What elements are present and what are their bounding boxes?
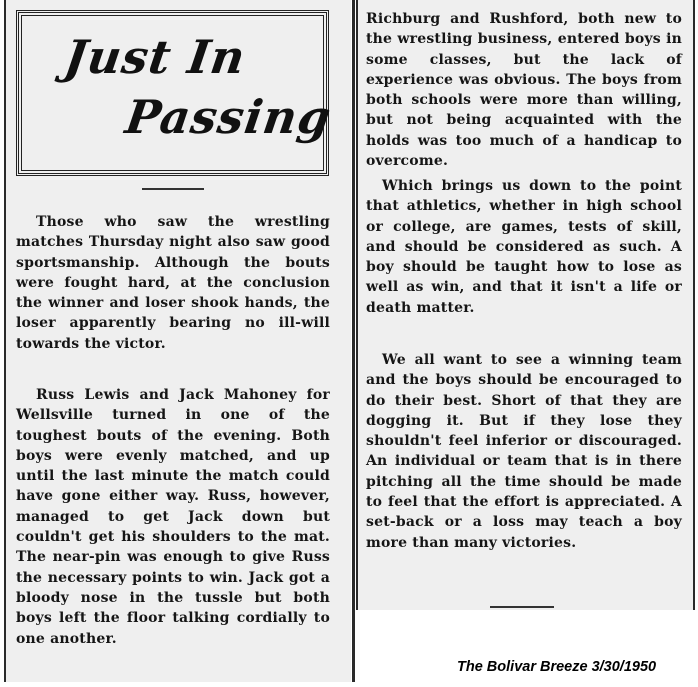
article-paragraph: Russ Lewis and Jack Mahoney for Wellsville turned in one of the toughest bouts of the evening. Both boys were evenly matched, and up until the last minute the match could have gone either way. Russ, however, managed to get Jack down but couldn't get his shoulders to the mat. The near-pin was enough to give Russ the necessary points to win. Jack got a bloody nose in the tussle but both boys left the floor talking cordially to one another. — [16, 387, 330, 647]
article-paragraph: Those who saw the wrestling matches Thursday night also saw good sportsmanship. Although the bouts were fought hard, at the conclusion the winner and loser shook hands, the loser apparently bearing no ill-will towards the victor. — [16, 214, 330, 352]
end-divider — [490, 606, 554, 608]
article-paragraph: Richburg and Rushford, both new to the wrestling business, entered boys in some classes, but the lack of experience was obvious. The boys from both schools were more than willing, but not being acquainted with the holds was too much of a handicap to overcome. — [366, 11, 682, 170]
column-rule — [693, 0, 695, 610]
article-paragraph: We all want to see a winning team and the boys should be encouraged to do their best. Short of that they are dogging it. But if they lose they shouldn't feel inferior or discouraged. An individual or team that is in there pitching all the time should be made to feel that the effort is appreciated. A set-back or a loss may teach a boy more than many victories. — [366, 352, 682, 551]
column-rule — [356, 0, 358, 610]
headline-line-1: Just In — [61, 30, 250, 84]
section-divider — [142, 188, 204, 190]
headline-line-2: Passing — [122, 90, 335, 144]
source-caption: The Bolivar Breeze 3/30/1950 — [457, 659, 657, 675]
column-rule — [4, 0, 6, 682]
column-rule — [352, 0, 355, 682]
article-paragraph: Which brings us down to the point that athletics, whether in high school or college, are games, tests of skill, and should be considered as such. A boy should be taught how to lose as well as win, and that it isn't a life or death matter. — [366, 178, 682, 316]
